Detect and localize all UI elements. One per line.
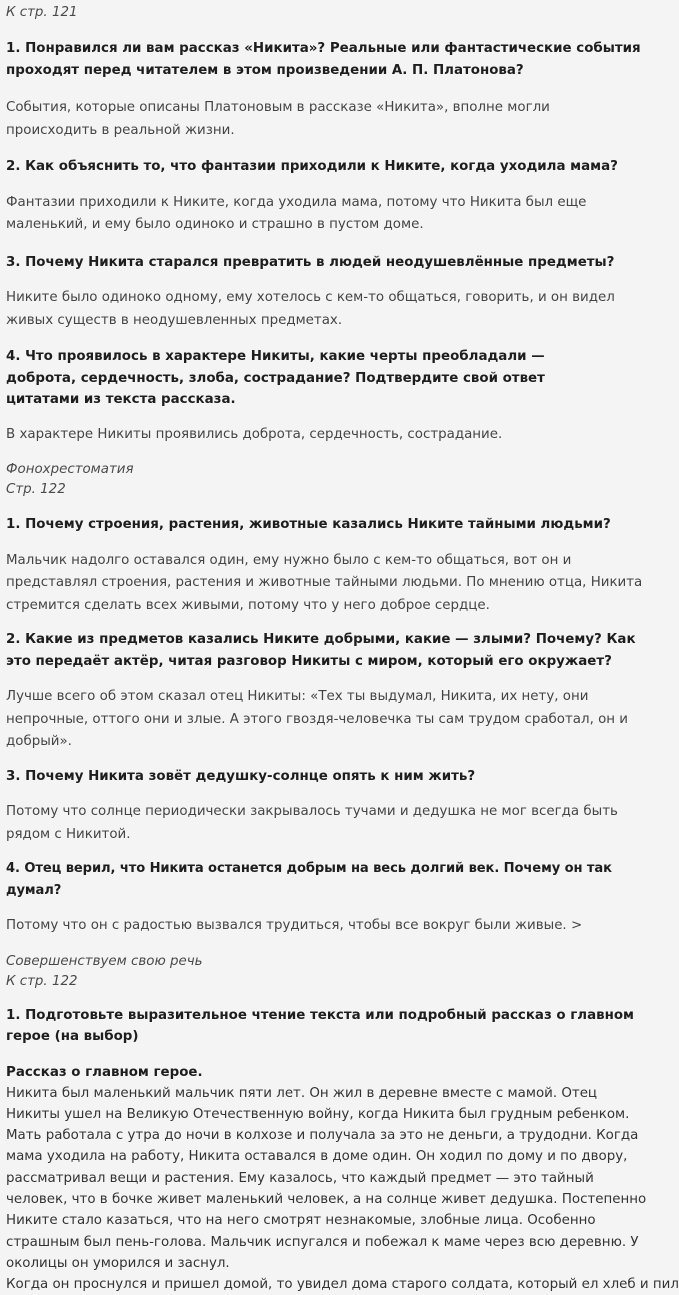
section-speech-practice	[6, 952, 653, 1295]
answer: Потому что солнце периодически закрывалось тучами и дедушка не мог всегда быть рядом с Никитой.	[6, 801, 646, 846]
section-title: Фонохрестоматия	[6, 460, 653, 480]
section-title: Совершенствуем свою речь	[6, 952, 653, 972]
answer: Мальчик надолго оставался один, ему нужно было с кем-то общаться, вот он и представлял строения, растения и животные тайными людьми. По мнению отца, Никита стремится сделать всех живыми, потому что у него доброе сердце.	[6, 550, 656, 618]
question: 3. Почему Никита зовёт дедушку-солнце опять к ним жить?	[6, 766, 653, 788]
page-reference: К стр. 121	[6, 3, 653, 23]
answer: В характере Никиты проявились доброта, сердечность, сострадание.	[6, 424, 653, 447]
question: 2. Как объяснить то, что фантазии приходили к Никите, когда уходила мама?	[6, 156, 653, 178]
answer: Фантазии приходили к Никите, когда уходила мама, потому что Никита был еще маленький, и ему было одиноко и страшно в пустом доме.	[6, 192, 651, 237]
answer: Потому что он с радостью вызвался трудиться, чтобы все вокруг были живые. >	[6, 915, 653, 938]
question: 1. Понравился ли вам рассказ «Никита»? Реальные или фантастические события проходят перед читателем в этом произведении А. П. Платонова?	[6, 38, 646, 81]
document-page	[0, 3, 659, 1189]
question: 1. Подготовьте выразительное чтение текста или подробный рассказ о главном герое (на выбор)	[6, 1005, 656, 1048]
question: 1. Почему строения, растения, животные казались Никите тайными людьми?	[6, 514, 653, 536]
answer: События, которые описаны Платоновым в рассказе «Никита», вполне могли происходить в реальной жизни.	[6, 97, 631, 142]
question: 4. Что проявилось в характере Никиты, какие черты преобладали — доброта, сердечность, злоба, сострадание? Подтвердите свой ответ цитатами из текста рассказа.	[6, 346, 606, 411]
story-title: Рассказ о главном герое.	[6, 1063, 653, 1083]
question: 4. Отец верил, что Никита останется добрым на весь долгий век. Почему он так думал?	[6, 858, 653, 901]
page-reference: К стр. 122	[6, 972, 653, 992]
question: 3. Почему Никита старался превратить в людей неодушевлённые предметы?	[6, 252, 653, 274]
section-phonochrestomathy	[6, 460, 653, 938]
question: 2. Какие из предметов казались Никите добрыми, какие — злыми? Почему? Как это передаёт актёр, читая разговор Никиты с миром, который его окружает?	[6, 629, 654, 672]
story-paragraph: Никита был маленький мальчик пяти лет. Он жил в деревне вместе с мамой. Отец Никиты ушел на Великую Отечественную войну, когда Никита был грудным ребенком. Мать работала с утра до ночи в колхозе и получала за это не деньги, а трудодни. Когда мама уходила на работу, Никита оставался в доме один. Он ходил по дому и по двору, рассматривал вещи и растения. Ему казалось, что каждый предмет — это тайный человек, что в бочке живет маленький человек, а на солнце живет дедушка. Постепенно Никите стало казаться, что на него смотрят незнакомые, злобные лица. Особенно страшным был пень-голова. Мальчик испугался и побежал к маме через всю деревню. У околицы он уморился и заснул.	[6, 1083, 653, 1275]
answer: Никите было одиноко одному, ему хотелось с кем-то общаться, говорить, и он видел живых существ в неодушевленных предметах.	[6, 287, 641, 332]
answer: Лучше всего об этом сказал отец Никиты: «Тех ты выдумал, Никита, их нету, они непрочные, оттого они и злые. А этого гвоздя-человечка ты сам трудом сработал, он и добрый».	[6, 686, 646, 754]
page-reference: Стр. 122	[6, 480, 653, 500]
story-paragraph: Когда он проснулся и пришел домой, то увидел дома старого солдата, который ел хлеб и пил	[6, 1274, 653, 1295]
section-reading-questions	[6, 3, 653, 446]
